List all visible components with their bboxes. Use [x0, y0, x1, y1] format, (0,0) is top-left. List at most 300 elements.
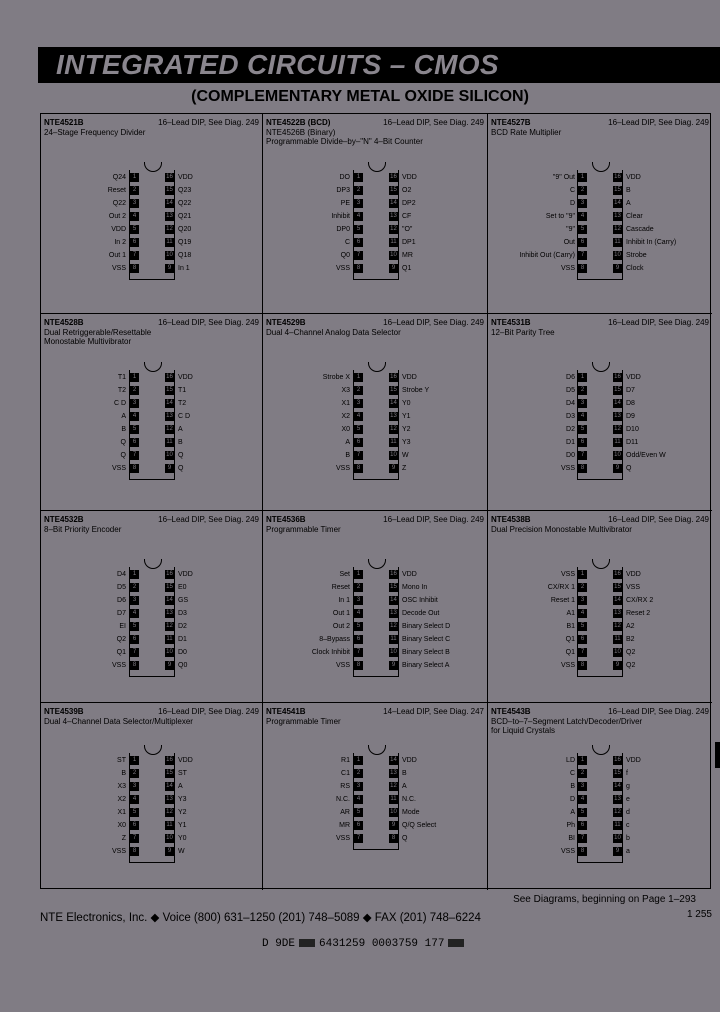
pin-number-left: 8	[354, 661, 363, 670]
pin-label-left: Out	[563, 239, 575, 246]
pin1-notch	[368, 362, 386, 372]
pin-label-left: X2	[117, 796, 126, 803]
pin-label-left: B	[121, 770, 126, 777]
pin-label-right: Binary Select B	[402, 649, 450, 656]
package-spec: 16–Lead DIP, See Diag. 249	[158, 707, 259, 716]
pin-number-right: 11	[390, 239, 397, 245]
pin-label-left: Out 2	[108, 213, 126, 220]
pin-label-right: D0	[178, 649, 187, 656]
pin-number-right: 13	[166, 796, 173, 802]
ic-description: BCD Rate Multiplier	[491, 127, 562, 137]
pin-number-left: 7	[354, 648, 363, 657]
pin-label-right: Q22	[178, 200, 192, 207]
pin-number-left: 1	[578, 570, 587, 579]
pin-label-left: X0	[117, 822, 126, 829]
pin-label-left: "9" Out	[552, 174, 575, 181]
pin-number-right: 10	[614, 649, 621, 655]
part-number: NTE4532B	[44, 515, 84, 524]
pin-number-right: 10	[166, 649, 173, 655]
pin-label-left: X3	[117, 783, 126, 790]
pin-label-right: Strobe	[626, 252, 647, 259]
pin-number-left: 3	[578, 596, 587, 605]
pin-number-right: 10	[390, 809, 397, 815]
ic-cell	[263, 114, 488, 314]
pin-number-left: 5	[578, 225, 587, 234]
pin-number-left: 7	[578, 648, 587, 657]
pin-label-right: e	[626, 796, 630, 803]
pin-number-right: 9	[389, 661, 398, 670]
pin-number-left: 8	[130, 264, 139, 273]
pin1-notch	[592, 559, 610, 569]
pin-label-right: Q2	[626, 662, 636, 669]
pin-label-right: CF	[402, 213, 412, 220]
pin-number-right: 16	[166, 174, 173, 180]
pin-number-left: 3	[130, 596, 139, 605]
pin-label-left: VSS	[335, 835, 350, 842]
pin-number-right: 10	[166, 835, 173, 841]
pin-number-left: 1	[354, 173, 363, 182]
pin1-notch	[368, 745, 386, 755]
pin-label-right: Decode Out	[402, 610, 440, 617]
pin-number-right: 12	[614, 426, 621, 432]
pin-label-right: D11	[626, 439, 639, 446]
pin-number-right: 14	[614, 783, 621, 789]
pin-label-left: ST	[117, 757, 126, 764]
pin-number-left: 7	[130, 648, 139, 657]
pin-label-left: VDD	[111, 226, 126, 233]
pin-label-left: X3	[341, 387, 350, 394]
pin-number-right: 12	[614, 809, 621, 815]
pin-label-right: Q	[626, 465, 632, 472]
pin-label-left: Q	[120, 452, 126, 459]
pin-label-left: C	[344, 239, 350, 246]
print-code-left: D 9DE	[262, 938, 296, 950]
ic-cell	[488, 314, 712, 511]
print-block-mark	[299, 939, 315, 947]
pin-label-right: D10	[626, 426, 639, 433]
pin-label-right: B2	[626, 636, 635, 643]
pin-number-left: 4	[354, 212, 363, 221]
pin-number-right: 12	[166, 226, 173, 232]
pin-number-right: 9	[165, 264, 174, 273]
pin-number-right: 13	[166, 413, 173, 419]
pin-label-left: Reset	[107, 187, 126, 194]
pin1-notch	[592, 745, 610, 755]
pin-label-right: Clock	[626, 265, 644, 272]
pin-label-right: O2	[402, 187, 412, 194]
pin-number-left: 4	[578, 412, 587, 421]
pin-label-right: Q0	[178, 662, 188, 669]
pin-label-right: Strobe Y	[402, 387, 430, 394]
pin-number-right: 12	[614, 623, 621, 629]
pin-number-left: 8	[354, 264, 363, 273]
pin-label-right: A	[402, 783, 407, 790]
pin-number-left: 2	[354, 769, 363, 778]
pin-label-right: W	[402, 452, 409, 459]
part-number: NTE4531B	[491, 318, 531, 327]
pin-number-left: 7	[354, 251, 363, 260]
pin-number-right: 13	[614, 796, 621, 802]
pin-label-left: Q22	[112, 200, 126, 207]
package-spec: 16–Lead DIP, See Diag. 249	[383, 318, 484, 327]
pin-number-right: 14	[390, 757, 397, 763]
pin-label-left: D6	[117, 597, 126, 604]
pin-label-right: VDD	[178, 571, 193, 578]
pin-number-right: 12	[166, 809, 173, 815]
pin-label-right: A2	[626, 623, 635, 630]
pin-number-left: 2	[130, 769, 139, 778]
pin-number-right: 15	[614, 770, 621, 776]
pin-number-right: 9	[613, 464, 622, 473]
pin-number-right: 15	[166, 770, 173, 776]
print-block-mark	[448, 939, 464, 947]
pin-number-right: 9	[389, 821, 398, 830]
package-spec: 16–Lead DIP, See Diag. 249	[158, 118, 259, 127]
pin-number-right: 11	[166, 822, 173, 828]
pin-label-right: c	[626, 822, 630, 829]
pin-label-right: CX/RX 2	[626, 597, 654, 604]
pin-label-right: DP2	[402, 200, 416, 207]
pin-label-left: DP0	[336, 226, 350, 233]
pin-label-left: DO	[339, 174, 350, 181]
pin-number-right: 10	[614, 252, 621, 258]
pin-number-left: 2	[578, 186, 587, 195]
pin-label-left: A	[121, 413, 126, 420]
pin-number-left: 6	[130, 635, 139, 644]
ic-description: 8–Bit Priority Encoder	[44, 524, 122, 534]
pin-label-left: D6	[566, 374, 575, 381]
pin-number-right: 9	[613, 847, 622, 856]
pin-number-left: 3	[354, 596, 363, 605]
pin-number-right: 16	[390, 374, 397, 380]
part-number: NTE4521B	[44, 118, 84, 127]
pin-number-right: 13	[390, 610, 397, 616]
pin-label-right: In 1	[178, 265, 190, 272]
pin-number-right: 16	[390, 174, 397, 180]
package-spec: 16–Lead DIP, See Diag. 249	[383, 118, 484, 127]
pin-number-left: 4	[130, 609, 139, 618]
pin-label-right: D3	[178, 610, 187, 617]
pin-number-right: 14	[166, 783, 173, 789]
pin-label-right: Q	[178, 452, 184, 459]
pin-label-left: Out 1	[332, 610, 350, 617]
pin-label-left: RS	[340, 783, 350, 790]
pin-label-right: Q1	[402, 265, 412, 272]
pin-label-left: Out 2	[332, 623, 350, 630]
pin-label-right: MR	[402, 252, 413, 259]
pin-number-right: 9	[613, 661, 622, 670]
pin-label-left: C	[569, 187, 575, 194]
ic-cell	[488, 114, 712, 314]
pin-number-right: 12	[166, 623, 173, 629]
pin-label-right: Q21	[178, 213, 192, 220]
pin-number-left: 3	[354, 399, 363, 408]
pin-number-left: 2	[354, 386, 363, 395]
pin-label-left: VSS	[111, 265, 126, 272]
pin-label-left: Set	[339, 571, 350, 578]
pin-number-right: 10	[390, 252, 397, 258]
pin-number-left: 4	[130, 212, 139, 221]
pin-label-left: T2	[117, 387, 126, 394]
pin-number-right: 9	[165, 847, 174, 856]
pin-label-right: Mode	[402, 809, 420, 816]
pin-label-left: C D	[113, 400, 126, 407]
pin-number-left: 4	[578, 795, 587, 804]
pin-number-right: 13	[166, 213, 173, 219]
pin-label-right: Y2	[402, 426, 411, 433]
pin-label-right: Z	[402, 465, 407, 472]
pin-number-left: 5	[354, 425, 363, 434]
pin-number-right: 9	[165, 464, 174, 473]
pin-number-right: 15	[390, 387, 397, 393]
pin-label-left: VSS	[560, 465, 575, 472]
pin-label-left: C	[569, 770, 575, 777]
pin-label-left: T1	[117, 374, 126, 381]
pin-number-left: 6	[130, 821, 139, 830]
part-number: NTE4536B	[266, 515, 306, 524]
pin-number-right: 12	[390, 226, 397, 232]
pin-number-right: 13	[614, 610, 621, 616]
pin-label-right: Q19	[178, 239, 192, 246]
ic-cell	[263, 314, 488, 511]
ic-description: 12–Bit Parity Tree	[491, 327, 555, 337]
pin-number-left: 1	[130, 570, 139, 579]
pin-number-left: 6	[354, 438, 363, 447]
pin-number-left: 2	[354, 583, 363, 592]
pin-label-right: Y1	[178, 822, 187, 829]
pin-number-left: 8	[578, 464, 587, 473]
pin-label-left: VSS	[335, 465, 350, 472]
pin-label-left: A1	[566, 610, 575, 617]
pin-number-left: 8	[130, 661, 139, 670]
pin-label-left: X0	[341, 426, 350, 433]
pin-number-right: 16	[614, 174, 621, 180]
pin-label-left: D5	[566, 387, 575, 394]
pin-number-left: 4	[354, 795, 363, 804]
pin-number-left: 8	[578, 264, 587, 273]
pin-label-left: D4	[566, 400, 575, 407]
pin-number-right: 12	[390, 783, 397, 789]
pin-number-left: 7	[130, 451, 139, 460]
pin-label-left: VSS	[111, 465, 126, 472]
pin-label-right: D7	[626, 387, 635, 394]
ic-cell	[41, 703, 263, 890]
pin-label-left: VSS	[335, 662, 350, 669]
pin-label-left: Inhibit	[331, 213, 350, 220]
pin-number-left: 1	[130, 173, 139, 182]
pin-label-left: In 1	[338, 597, 350, 604]
pin-number-right: 15	[166, 387, 173, 393]
pin-number-left: 1	[130, 373, 139, 382]
pin-label-left: Reset	[331, 584, 350, 591]
pin-number-right: 10	[390, 452, 397, 458]
pin-number-right: 11	[390, 439, 397, 445]
pin-number-right: 9	[165, 661, 174, 670]
pin-label-left: VSS	[560, 571, 575, 578]
pin-label-left: AR	[340, 809, 350, 816]
pin-label-right: g	[626, 783, 630, 790]
pin-label-left: Q1	[565, 649, 575, 656]
pin-label-right: VDD	[626, 174, 641, 181]
pin-number-right: 15	[614, 584, 621, 590]
pin-label-left: Q	[120, 439, 126, 446]
pin-label-right: VDD	[626, 757, 641, 764]
pin-label-right: b	[626, 835, 630, 842]
ic-description: 24–Stage Frequency Divider	[44, 127, 146, 137]
pin-number-right: 16	[614, 571, 621, 577]
page-subtitle: (COMPLEMENTARY METAL OXIDE SILICON)	[191, 88, 529, 105]
pin-number-right: 15	[166, 187, 173, 193]
pin-number-left: 5	[130, 622, 139, 631]
pin-number-left: 7	[354, 834, 363, 843]
pin-number-left: 6	[130, 438, 139, 447]
pin-number-right: 14	[390, 400, 397, 406]
pin-label-right: T2	[178, 400, 187, 407]
pin-label-right: Mono In	[402, 584, 428, 591]
pin-number-right: 16	[390, 571, 397, 577]
pin-label-right: B	[626, 187, 631, 194]
print-code	[262, 938, 468, 950]
ic-description: Dual 4–Channel Data Selector/Multiplexer	[44, 716, 193, 726]
pin-number-left: 8	[130, 847, 139, 856]
pin-label-left: CX/RX 1	[547, 584, 575, 591]
pin-label-left: VSS	[560, 265, 575, 272]
pin-number-right: 13	[390, 213, 397, 219]
ic-cell	[41, 114, 263, 314]
pin-label-right: "O"	[402, 226, 413, 233]
package-spec: 16–Lead DIP, See Diag. 249	[608, 707, 709, 716]
pin-label-left: Set to "9"	[545, 213, 575, 220]
print-code-right: 6431259 0003759 177	[319, 938, 445, 950]
pin-label-left: D1	[566, 439, 575, 446]
part-number: NTE4528B	[44, 318, 84, 327]
part-number: NTE4541B	[266, 707, 306, 716]
pin-number-right: 15	[390, 584, 397, 590]
pin-label-left: B	[345, 452, 350, 459]
pin-number-right: 11	[614, 636, 621, 642]
side-tab-marker	[715, 742, 720, 768]
pin-number-left: 5	[130, 225, 139, 234]
pin-label-right: Binary Select A	[402, 662, 450, 669]
pin-number-right: 10	[390, 649, 397, 655]
ic-description: Programmable Timer	[266, 524, 341, 534]
pin-number-left: 3	[130, 199, 139, 208]
pin-label-left: Z	[121, 835, 126, 842]
pin-label-left: BI	[568, 835, 575, 842]
pin-label-right: GS	[178, 597, 189, 604]
pin-number-left: 7	[578, 251, 587, 260]
pin-number-left: 6	[578, 438, 587, 447]
pin-number-left: 3	[578, 199, 587, 208]
pin-number-right: 12	[614, 226, 621, 232]
pin-label-left: Inhibit Out (Carry)	[519, 252, 575, 259]
pin-label-left: C1	[341, 770, 350, 777]
pin-number-right: 9	[389, 264, 398, 273]
pin-label-left: VSS	[560, 662, 575, 669]
pin-label-left: A	[345, 439, 350, 446]
pin-label-right: Reset 2	[626, 610, 651, 617]
pin-number-right: 13	[390, 770, 397, 776]
pin-number-right: 11	[166, 439, 173, 445]
pin-number-right: 16	[166, 571, 173, 577]
pin-label-left: EI	[119, 623, 126, 630]
package-spec: 16–Lead DIP, See Diag. 249	[608, 515, 709, 524]
pin-label-left: Q24	[112, 174, 126, 181]
pin-number-right: 15	[614, 187, 621, 193]
pin-label-right: C D	[178, 413, 191, 420]
pin-label-right: T1	[178, 387, 187, 394]
pin-label-right: a	[626, 848, 630, 855]
pin-label-right: VDD	[402, 571, 417, 578]
part-number: NTE4539B	[44, 707, 84, 716]
pin-label-right: W	[178, 848, 185, 855]
pin-label-right: E0	[178, 584, 187, 591]
pin-number-left: 1	[354, 756, 363, 765]
pin-number-left: 3	[130, 399, 139, 408]
pin-number-right: 16	[166, 374, 173, 380]
pin1-notch	[144, 162, 162, 172]
pin-label-right: Binary Select C	[402, 636, 451, 643]
pin-label-right: Q/Q Select	[402, 822, 437, 829]
pin-number-left: 4	[130, 412, 139, 421]
ic-description: Dual Precision Monostable Multivibrator	[491, 524, 632, 534]
pin-number-right: 11	[166, 239, 173, 245]
pin-number-left: 1	[130, 756, 139, 765]
part-number: NTE4527B	[491, 118, 531, 127]
pin-number-right: 16	[614, 374, 621, 380]
pin-label-right: Binary Select D	[402, 623, 451, 630]
pin-number-left: 2	[354, 186, 363, 195]
pin-label-right: VDD	[626, 374, 641, 381]
pin-number-right: 16	[614, 757, 621, 763]
pin-label-right: VDD	[626, 571, 641, 578]
pin-number-left: 3	[354, 199, 363, 208]
pin-number-left: 3	[354, 782, 363, 791]
pin-number-right: 10	[166, 452, 173, 458]
pin-number-left: 1	[354, 373, 363, 382]
pin-label-left: D5	[117, 584, 126, 591]
pin-label-left: B	[570, 783, 575, 790]
pin-label-left: VSS	[560, 848, 575, 855]
pin-label-left: VSS	[111, 848, 126, 855]
pin-number-left: 4	[130, 795, 139, 804]
pin-label-right: Y1	[402, 413, 411, 420]
pin-number-left: 6	[578, 238, 587, 247]
pin-label-left: B	[121, 426, 126, 433]
pin-label-right: N.C.	[402, 796, 416, 803]
pin-number-left: 4	[578, 609, 587, 618]
ic-cell	[41, 511, 263, 703]
pin-label-left: Clock Inhibit	[311, 649, 350, 656]
package-spec: 16–Lead DIP, See Diag. 249	[608, 318, 709, 327]
pin-number-left: 5	[354, 225, 363, 234]
pin-label-right: Inhibit In (Carry)	[626, 239, 677, 246]
pin1-notch	[144, 745, 162, 755]
pin-label-left: Q1	[565, 636, 575, 643]
pin-label-right: B	[178, 439, 183, 446]
package-spec: 14–Lead DIP, See Diag. 247	[383, 707, 484, 716]
pin-label-left: "9"	[566, 226, 575, 233]
pin-number-right: 10	[614, 452, 621, 458]
pin-number-left: 4	[354, 609, 363, 618]
pin-label-left: B1	[566, 623, 575, 630]
pin-label-right: ST	[178, 770, 187, 777]
pin-number-right: 9	[613, 264, 622, 273]
pin-number-right: 9	[389, 464, 398, 473]
pin-label-right: Y3	[402, 439, 411, 446]
pin-label-right: Q	[402, 835, 408, 842]
pin-number-right: 13	[614, 413, 621, 419]
